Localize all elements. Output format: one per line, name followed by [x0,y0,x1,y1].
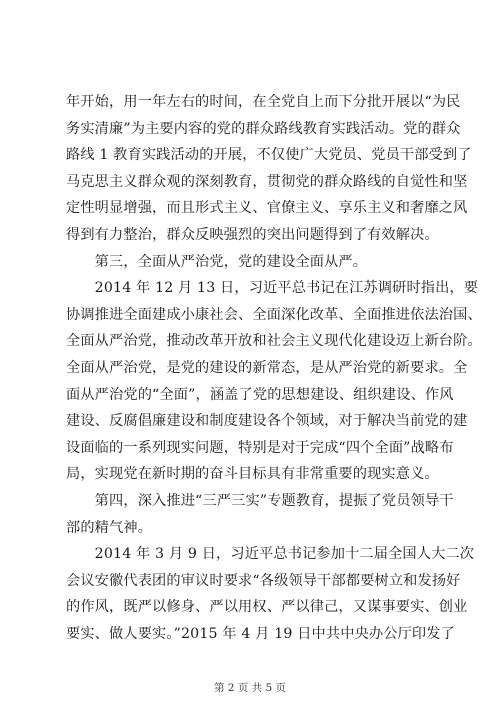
text-line: 第三，全面从严治党，党的建设全面从严。 [66,253,368,270]
text-line: 马克思主义群众观的深刻教育，贯彻党的群众路线的自觉性和坚 [66,173,468,190]
page-footer: 第 2 页 共 5 页 [213,682,287,694]
text-line: 协调推进全面建成小康社会、全面深化改革、全面推进依法治国、 [66,306,482,323]
text-line: 定性明显增强，而且形式主义、官僚主义、享乐主义和奢靡之风 [66,200,468,217]
text-line: 建设、反腐倡廉建设和制度建设各个领域，对于解决当前党的建 [66,413,468,430]
text-line: 的作风，既严以修身、严以用权、严以律己，又谋事要实、创业 [66,599,468,616]
text-line: 务实清廉”为主要内容的党的群众路线教育实践活动。党的群众 [66,120,461,137]
text-line: 2014 年 3 月 9 日，习近平总书记参加十二届全国人大二次 [66,546,475,563]
text-line: 得到有力整治，群众反映强烈的突出问题得到了有效解决。 [66,226,439,243]
text-line: 部的精气神。 [66,519,153,536]
text-line: 2014 年 12 月 13 日，习近平总书记在江苏调研时指出，要 [66,280,479,297]
document-body [66,89,482,647]
text-line: 面从严治党的“全面”，涵盖了党的思想建设、组织建设、作风 [66,386,454,403]
text-line: 要实、做人要实。”2015 年 4 月 19 日中共中央办公厅印发了 [66,625,455,642]
text-line: 全面从严治党，是党的建设的新常态，是从严治党的新要求。全 [66,359,468,376]
text-line: 年开始，用一年左右的时间，在全党自上而下分批开展以“为民 [66,94,461,110]
text-line: 会议安徽代表团的审议时要求“各级领导干部都要树立和发扬好 [66,572,461,589]
text-line: 第四，深入推进“三严三实”专题教育，提振了党员领导干 [66,492,454,509]
text-line: 路线 1 教育实践活动的开展，不仅使广大党员、党员干部受到了 [66,147,472,164]
text-line: 设面临的一系列现实问题，特别是对于完成“四个全面”战略布 [66,439,454,456]
text-line: 全面从严治党，推动改革开放和社会主义现代化建设迈上新台阶。 [66,333,482,350]
text-line: 局，实现党在新时期的奋斗目标具有非常重要的现实意义。 [66,466,439,483]
